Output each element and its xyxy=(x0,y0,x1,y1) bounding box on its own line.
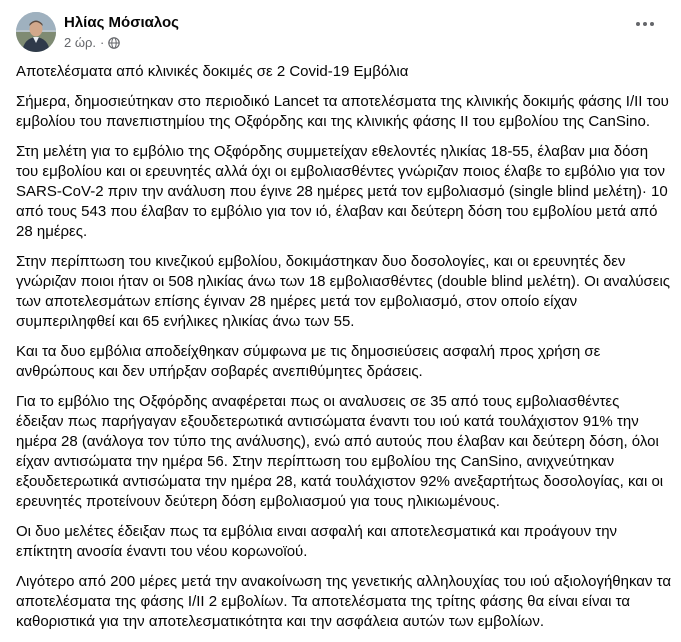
more-dot xyxy=(636,22,640,26)
post-message xyxy=(16,62,671,642)
post-time[interactable]: 2 ώρ. xyxy=(64,35,96,50)
globe-icon[interactable] xyxy=(108,37,120,49)
post-paragraph: Και τα δυο εμβόλια αποδείχθηκαν σύμφωνα με τις δημοσιεύσεις ασφαλή προς χρήση σε ανθρώπους και δεν υπήρξαν σοβαρές ανεπιθύμητες δράσεις. xyxy=(16,343,601,380)
post-paragraph: Για το εμβόλιο της Οξφόρδης αναφέρεται πως οι αναλυσεις σε 35 από τους εμβολιασθέντες έδειξαν πως παρήγαγαν εξουδετερωτικά αντισώματα έναντι του ιού κατά τουλάχιστον 91% την ημέρα 28 (ανάλογα τον τύπο της ανάλυσης), ενώ από αυτούς που έλαβαν και δεύτερη δόση, όλοι είχαν αντισώματα την ημέρα 56. Στην περίπτωση του εμβολίου της CanSino, ανιχνεύτηκαν εξουδετερωτικά αντισώματα την ημέρα 28, κατά τουλάχιστον 92% ανεξαρτήτως δοσολογίας, και οι ερευνητές προτείνουν δεύτερη δόση εμβολιασμού για τους ηλικιωμένους. xyxy=(16,393,664,510)
post-header xyxy=(16,12,179,56)
post-paragraph: Οι δυο μελέτες έδειξαν πως τα εμβόλια ειναι ασφαλή και αποτελεσματικά και προάγουν την επίκτητη ανοσία έναντι του νέου κορωνοϊού. xyxy=(16,523,618,560)
author-name[interactable]: Ηλίας Μόσιαλος xyxy=(64,14,179,31)
more-options-icon[interactable] xyxy=(627,12,663,36)
post-paragraph: Στην περίπτωση του κινεζικού εμβολίου, δοκιμάστηκαν δυο δοσολογίες, και οι ερευνητές δεν γνώριζαν ποιοι ήταν οι 508 ηλικίας άνω των 18 εμβολιασθέντες (double blind μελέτη). Οι αναλύσεις των αποτελεσμάτων επίσης έγιναν 28 ημέρες μετά τον εμβολιασμό, στον οποίο είχαν συμπεριληφθεί και 65 ενήλικες ηλικίας άνω των 55. xyxy=(16,253,671,330)
post-subline xyxy=(64,35,179,51)
post-paragraph: Στη μελέτη για το εμβόλιο της Οξφόρδης συμμετείχαν εθελοντές ηλικίας 18-55, έλαβαν μια δόση του εμβολίου και οι ερευνητές αλλά όχι οι εμβολιασθέντες γνώριζαν ποιος έλαβε το εμβόλιο για τον SARS-CoV-2 πριν την ανάλυση που έγινε 28 ημέρες μετά τον εμβολιασμό (single blind μελέτη)· 10 από τους 543 που έλαβαν το εμβόλιο για τον ιό, έλαβαν και δεύτερη δόση του εμβολίου μετά από 28 ημέρες. xyxy=(16,143,668,240)
separator-dot: · xyxy=(100,35,105,50)
avatar[interactable] xyxy=(16,12,56,52)
post-meta xyxy=(64,12,179,51)
more-dot xyxy=(650,22,654,26)
post-paragraph-title: Αποτελέσματα από κλινικές δοκιμές σε 2 Covid-19 Εμβόλια xyxy=(16,63,409,80)
post-paragraph: Σήμερα, δημοσιεύτηκαν στο περιοδικό Lancet τα αποτελέσματα της κλινικής δοκιμής φάσης I/II του εμβολίου του πανεπιστημίου της Οξφόρδης και της κλινικής φάσης II του εμβολίου της CanSino. xyxy=(16,93,669,130)
avatar-image xyxy=(16,12,56,52)
more-dot xyxy=(643,22,647,26)
post-paragraph: Λιγότερο από 200 μέρες μετά την ανακοίνωση της γενετικής αλληλουχίας του ιού αξιολογήθηκαν τα αποτελέσματα της φάσης I/II 2 εμβολίων. Τα αποτελέσματα της τρίτης φάσης θα είναι είναι τα καθοριστικά για την αποτελεσματικότητα και την ασφάλεια αυτών των εμβολίων. xyxy=(16,573,672,630)
